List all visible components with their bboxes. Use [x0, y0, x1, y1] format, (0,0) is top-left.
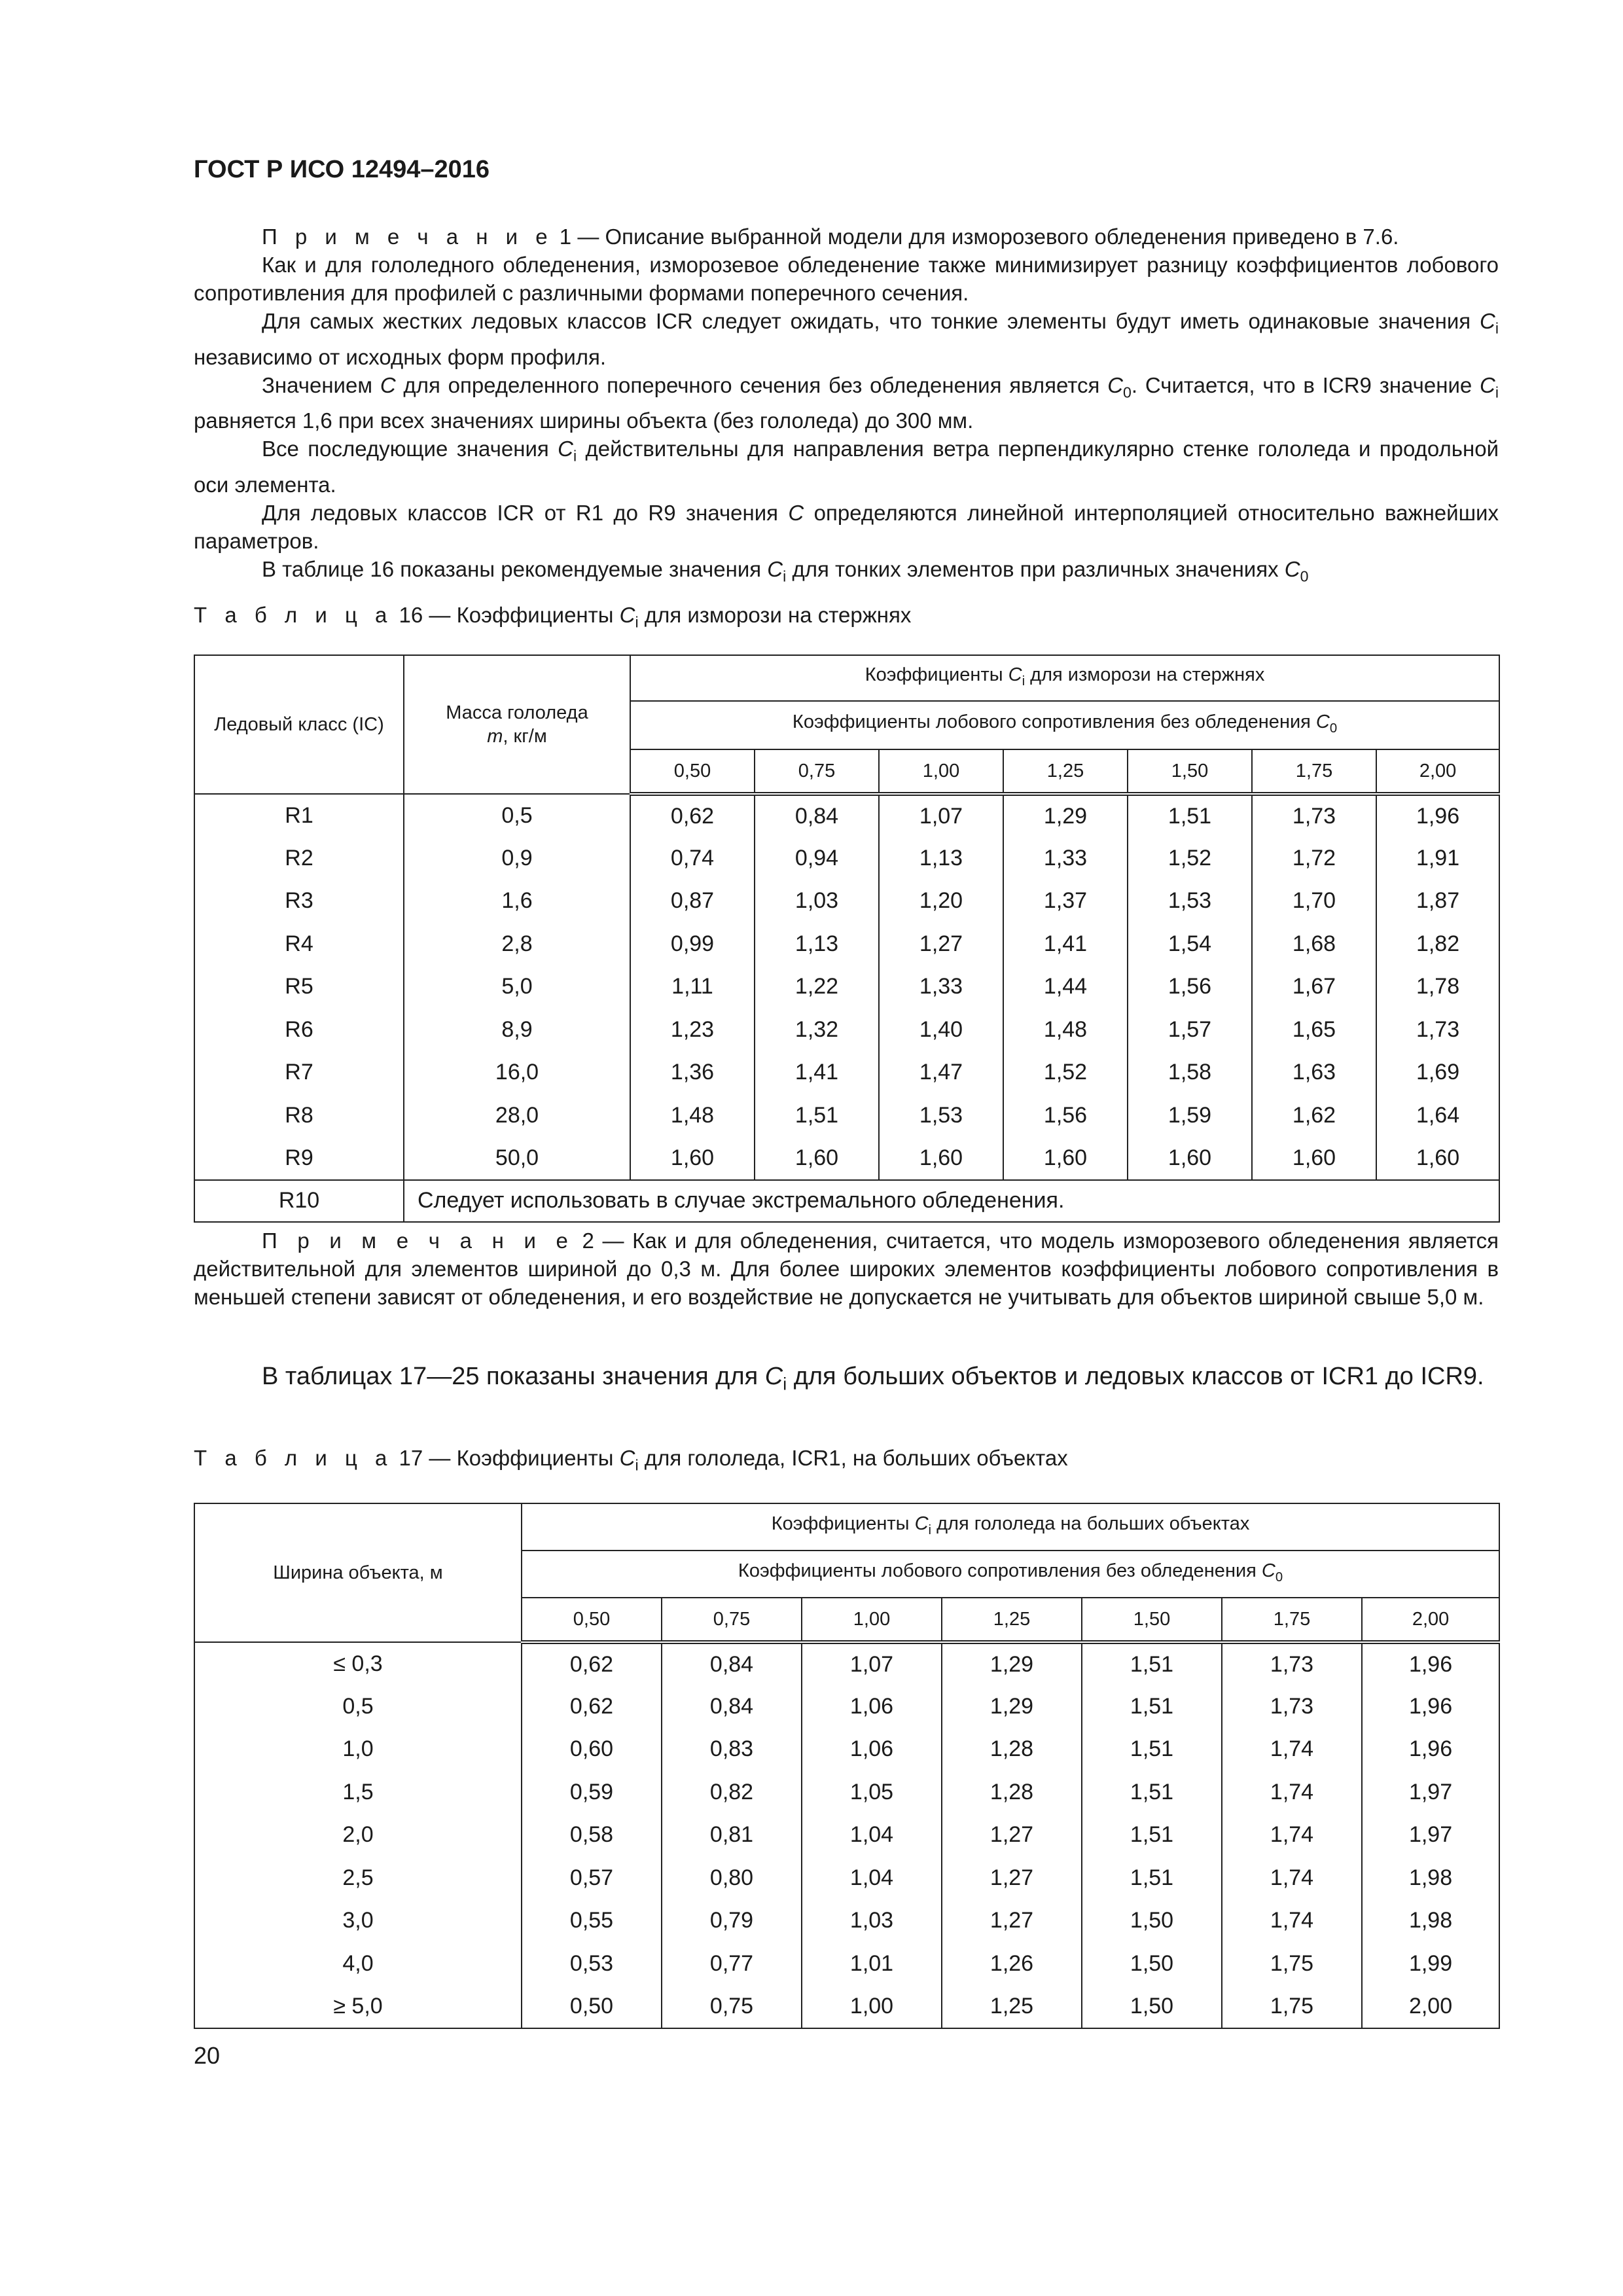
- object-width-cell: ≥ 5,0: [194, 1985, 522, 2028]
- coefficient-cell: 1,78: [1376, 965, 1499, 1009]
- object-width-cell: 2,5: [194, 1857, 522, 1900]
- coefficient-cell: 1,82: [1376, 923, 1499, 966]
- c0-column-header: 1,00: [802, 1598, 942, 1642]
- table-row: [194, 1137, 1499, 1180]
- coefficient-cell: 1,51: [1128, 794, 1252, 837]
- coefficient-cell: 1,73: [1222, 1685, 1362, 1729]
- mass-cell: 28,0: [404, 1094, 630, 1138]
- coefficient-cell: 1,73: [1376, 1009, 1499, 1052]
- coefficient-cell: 1,50: [1082, 1985, 1222, 2028]
- coefficient-cell: 1,28: [942, 1771, 1082, 1814]
- c0-column-header: 1,75: [1252, 749, 1376, 794]
- coefficient-cell: 1,73: [1252, 794, 1376, 837]
- ice-class-cell: R4: [194, 923, 404, 966]
- coefficient-cell: 1,73: [1222, 1642, 1362, 1685]
- coefficient-cell: 1,06: [802, 1728, 942, 1771]
- coefficient-cell: 1,96: [1362, 1642, 1499, 1685]
- c0-column-header: 2,00: [1376, 749, 1499, 794]
- coefficient-cell: 0,59: [522, 1771, 662, 1814]
- ice-class-cell: R8: [194, 1094, 404, 1138]
- coefficient-cell: 1,51: [1082, 1685, 1222, 1729]
- object-width-cell: 4,0: [194, 1943, 522, 1986]
- coefficient-cell: 0,99: [630, 923, 755, 966]
- object-width-cell: 3,0: [194, 1899, 522, 1943]
- intro-text: [194, 223, 1499, 590]
- coefficient-cell: 1,20: [879, 880, 1003, 923]
- coefficient-cell: 1,27: [942, 1857, 1082, 1900]
- coefficient-cell: 0,53: [522, 1943, 662, 1986]
- coefficient-cell: 1,33: [879, 965, 1003, 1009]
- coefficient-cell: 1,26: [942, 1943, 1082, 1986]
- coefficient-cell: 0,83: [662, 1728, 802, 1771]
- mass-cell: 0,9: [404, 837, 630, 880]
- coefficient-cell: 1,60: [755, 1137, 879, 1180]
- coefficient-cell: 0,60: [522, 1728, 662, 1771]
- coefficient-cell: 1,68: [1252, 923, 1376, 966]
- coefficient-cell: 1,27: [879, 923, 1003, 966]
- coefficient-cell: 1,29: [1003, 794, 1128, 837]
- coefficient-cell: 1,98: [1362, 1899, 1499, 1943]
- coefficient-cell: 1,60: [879, 1137, 1003, 1180]
- coefficient-cell: 1,51: [1082, 1728, 1222, 1771]
- coefficient-cell: 1,06: [802, 1685, 942, 1729]
- coefficient-cell: 1,60: [1128, 1137, 1252, 1180]
- table-row: [194, 1899, 1499, 1943]
- table-row: [194, 794, 1499, 837]
- table-row: [194, 1051, 1499, 1094]
- coefficient-cell: 0,80: [662, 1857, 802, 1900]
- coefficient-cell: 1,75: [1222, 1943, 1362, 1986]
- paragraph: В таблице 16 показаны рекомендуемые значения $C_i$ для тонких элементов при различных значениях $C_0$: [262, 556, 1309, 585]
- coefficient-cell: 0,74: [630, 837, 755, 880]
- object-width-cell: 2,0: [194, 1814, 522, 1857]
- document-header: ГОСТ Р ИСО 12494–2016: [194, 156, 490, 183]
- column-header-mass: Масса гололеда m, кг/м: [404, 655, 630, 794]
- ice-class-cell: R3: [194, 880, 404, 923]
- table-17: [194, 1503, 1500, 2029]
- coefficient-cell: 0,87: [630, 880, 755, 923]
- coefficient-cell: 1,97: [1362, 1814, 1499, 1857]
- column-group-header: Коэффициенты $C_i$ для изморози на стержнях: [630, 655, 1499, 701]
- table-row: [194, 880, 1499, 923]
- c0-column-header: 1,50: [1082, 1598, 1222, 1642]
- mass-cell: 5,0: [404, 965, 630, 1009]
- paragraph: Для самых жестких ледовых классов ICR следует ожидать, что тонкие элементы будут иметь одинаковые значения $C_i$ независимо от исходных форм профиля.: [194, 309, 1499, 369]
- coefficient-cell: 1,96: [1362, 1685, 1499, 1729]
- coefficient-cell: 0,84: [662, 1685, 802, 1729]
- coefficient-cell: 1,60: [630, 1137, 755, 1180]
- c0-column-header: 1,00: [879, 749, 1003, 794]
- coefficient-cell: 1,74: [1222, 1899, 1362, 1943]
- page-number: 20: [194, 2042, 221, 2069]
- table-row: [194, 1009, 1499, 1052]
- coefficient-cell: 1,60: [1376, 1137, 1499, 1180]
- coefficient-cell: 1,13: [755, 923, 879, 966]
- ice-class-cell: R10: [194, 1180, 404, 1222]
- coefficient-cell: 1,51: [1082, 1857, 1222, 1900]
- coefficient-cell: 2,00: [1362, 1985, 1499, 2028]
- c0-column-header: 2,00: [1362, 1598, 1499, 1642]
- coefficient-cell: 1,25: [942, 1985, 1082, 2028]
- coefficient-cell: 1,33: [1003, 837, 1128, 880]
- table-row: [194, 837, 1499, 880]
- c0-column-header: 0,50: [522, 1598, 662, 1642]
- c0-column-header: 1,50: [1128, 749, 1252, 794]
- table-16-caption: Т а б л и ц а 16 — Коэффициенты $C_i$ для изморози на стержнях: [194, 603, 912, 631]
- coefficient-cell: 1,65: [1252, 1009, 1376, 1052]
- column-group-header: Коэффициенты $C_i$ для гололеда на больших объектах: [522, 1503, 1499, 1551]
- coefficient-cell: 1,52: [1128, 837, 1252, 880]
- table-row: [194, 1943, 1499, 1986]
- coefficient-cell: 1,54: [1128, 923, 1252, 966]
- table-row: [194, 965, 1499, 1009]
- coefficient-cell: 1,04: [802, 1814, 942, 1857]
- table-row-r10: [194, 1180, 1499, 1222]
- note-1-label: П р и м е ч а н и е: [262, 224, 554, 249]
- coefficient-cell: 0,79: [662, 1899, 802, 1943]
- coefficient-cell: 1,74: [1222, 1728, 1362, 1771]
- ice-class-cell: R7: [194, 1051, 404, 1094]
- coefficient-cell: 1,62: [1252, 1094, 1376, 1138]
- column-header-object-width: Ширина объекта, м: [194, 1503, 522, 1642]
- coefficient-cell: 1,11: [630, 965, 755, 1009]
- coefficient-cell: 1,67: [1252, 965, 1376, 1009]
- coefficient-cell: 1,40: [879, 1009, 1003, 1052]
- column-subgroup-header: Коэффициенты лобового сопротивления без обледенения $C_0$: [522, 1551, 1499, 1598]
- coefficient-cell: 1,74: [1222, 1814, 1362, 1857]
- coefficient-cell: 1,53: [879, 1094, 1003, 1138]
- ice-class-cell: R1: [194, 794, 404, 837]
- note-1: [194, 223, 1499, 251]
- coefficient-cell: 0,62: [522, 1685, 662, 1729]
- table-row: [194, 1857, 1499, 1900]
- paragraph: Для ледовых классов ICR от R1 до R9 значения C определяются линейной интерполяцией относительно важнейших параметров.: [194, 500, 1499, 553]
- table-17-caption: Т а б л и ц а 17 — Коэффициенты $C_i$ для гололеда, ICR1, на больших объектах: [194, 1446, 1068, 1474]
- c0-column-header: 1,75: [1222, 1598, 1362, 1642]
- coefficient-cell: 1,51: [1082, 1814, 1222, 1857]
- coefficient-cell: 1,91: [1376, 837, 1499, 880]
- mass-cell: 0,5: [404, 794, 630, 837]
- coefficient-cell: 1,97: [1362, 1771, 1499, 1814]
- coefficient-cell: 0,94: [755, 837, 879, 880]
- coefficient-cell: 1,41: [1003, 923, 1128, 966]
- coefficient-cell: 1,37: [1003, 880, 1128, 923]
- coefficient-cell: 1,51: [755, 1094, 879, 1138]
- r10-note-cell: Следует использовать в случае экстремального обледенения.: [404, 1180, 1499, 1222]
- paragraph: Значением C для определенного поперечного сечения без обледенения является $C_0$. Считается, что в ICR9 значение $C_i$ равняется 1,6 при всех значениях ширины объекта (без гололеда) до 300 мм.: [194, 372, 1499, 433]
- coefficient-cell: 1,03: [802, 1899, 942, 1943]
- coefficient-cell: 0,84: [662, 1642, 802, 1685]
- coefficient-cell: 1,22: [755, 965, 879, 1009]
- coefficient-cell: 1,27: [942, 1814, 1082, 1857]
- coefficient-cell: 1,59: [1128, 1094, 1252, 1138]
- mass-cell: 1,6: [404, 880, 630, 923]
- coefficient-cell: 1,36: [630, 1051, 755, 1094]
- coefficient-cell: 1,44: [1003, 965, 1128, 1009]
- table-row: [194, 1728, 1499, 1771]
- table-row: [194, 1642, 1499, 1685]
- coefficient-cell: 1,41: [755, 1051, 879, 1094]
- coefficient-cell: 1,56: [1128, 965, 1252, 1009]
- coefficient-cell: 1,03: [755, 880, 879, 923]
- coefficient-cell: 1,74: [1222, 1857, 1362, 1900]
- table-16: [194, 655, 1500, 1223]
- table-row: [194, 1771, 1499, 1814]
- coefficient-cell: 1,48: [630, 1094, 755, 1138]
- table-row: [194, 1814, 1499, 1857]
- note-2: П р и м е ч а н и е 2 — Как и для обледенения, считается, что модель изморозевого обледенения является действительной для элементов шириной до 0,3 м. Для более широких элементов коэффициенты лобового сопротивления в меньшей степени зависят от обледенения, и его воздействие не допускается не учитывать для объектов шириной свыше 5,0 м.: [194, 1229, 1499, 1309]
- object-width-cell: ≤ 0,3: [194, 1642, 522, 1685]
- ice-class-cell: R9: [194, 1137, 404, 1180]
- coefficient-cell: 1,56: [1003, 1094, 1128, 1138]
- object-width-cell: 1,0: [194, 1728, 522, 1771]
- mass-cell: 2,8: [404, 923, 630, 966]
- coefficient-cell: 1,23: [630, 1009, 755, 1052]
- coefficient-cell: 1,60: [1003, 1137, 1128, 1180]
- coefficient-cell: 1,50: [1082, 1943, 1222, 1986]
- table-row: [194, 923, 1499, 966]
- mass-cell: 50,0: [404, 1137, 630, 1180]
- coefficient-cell: 1,27: [942, 1899, 1082, 1943]
- coefficient-cell: 0,62: [630, 794, 755, 837]
- coefficient-cell: 0,81: [662, 1814, 802, 1857]
- coefficient-cell: 0,75: [662, 1985, 802, 2028]
- c0-column-header: 1,25: [1003, 749, 1128, 794]
- column-subgroup-header: Коэффициенты лобового сопротивления без обледенения $C_0$: [630, 701, 1499, 749]
- column-header-ice-class: Ледовый класс (IC): [194, 655, 404, 794]
- coefficient-cell: 1,13: [879, 837, 1003, 880]
- coefficient-cell: 1,72: [1252, 837, 1376, 880]
- coefficient-cell: 1,87: [1376, 880, 1499, 923]
- coefficient-cell: 1,64: [1376, 1094, 1499, 1138]
- coefficient-cell: 0,50: [522, 1985, 662, 2028]
- coefficient-cell: 1,53: [1128, 880, 1252, 923]
- coefficient-cell: 1,52: [1003, 1051, 1128, 1094]
- mass-cell: 8,9: [404, 1009, 630, 1052]
- coefficient-cell: 0,82: [662, 1771, 802, 1814]
- coefficient-cell: 1,63: [1252, 1051, 1376, 1094]
- c0-column-header: 0,75: [755, 749, 879, 794]
- coefficient-cell: 1,01: [802, 1943, 942, 1986]
- ice-class-cell: R6: [194, 1009, 404, 1052]
- coefficient-cell: 1,96: [1362, 1728, 1499, 1771]
- coefficient-cell: 0,77: [662, 1943, 802, 1986]
- note-1-text: 1 — Описание выбранной модели для изморозевого обледенения приведено в 7.6.: [553, 224, 1399, 249]
- coefficient-cell: 1,28: [942, 1728, 1082, 1771]
- c0-column-header: 0,75: [662, 1598, 802, 1642]
- paragraph: Как и для гололедного обледенения, изморозевое обледенение также минимизирует разницу коэффициентов лобового сопротивления для профилей с различными формами поперечного сечения.: [194, 253, 1499, 305]
- coefficient-cell: 0,58: [522, 1814, 662, 1857]
- coefficient-cell: 1,75: [1222, 1985, 1362, 2028]
- coefficient-cell: 1,51: [1082, 1771, 1222, 1814]
- object-width-cell: 0,5: [194, 1685, 522, 1729]
- coefficient-cell: 1,99: [1362, 1943, 1499, 1986]
- coefficient-cell: 1,57: [1128, 1009, 1252, 1052]
- coefficient-cell: 1,29: [942, 1685, 1082, 1729]
- c0-column-header: 0,50: [630, 749, 755, 794]
- coefficient-cell: 1,07: [802, 1642, 942, 1685]
- coefficient-cell: 0,84: [755, 794, 879, 837]
- coefficient-cell: 0,62: [522, 1642, 662, 1685]
- table-row: [194, 1985, 1499, 2028]
- coefficient-cell: 1,48: [1003, 1009, 1128, 1052]
- coefficient-cell: 1,96: [1376, 794, 1499, 837]
- coefficient-cell: 1,58: [1128, 1051, 1252, 1094]
- coefficient-cell: 1,50: [1082, 1899, 1222, 1943]
- coefficient-cell: 1,32: [755, 1009, 879, 1052]
- coefficient-cell: 1,98: [1362, 1857, 1499, 1900]
- coefficient-cell: 1,00: [802, 1985, 942, 2028]
- coefficient-cell: 1,05: [802, 1771, 942, 1814]
- coefficient-cell: 0,55: [522, 1899, 662, 1943]
- ice-class-cell: R5: [194, 965, 404, 1009]
- paragraph-tables-17-25: В таблицах 17—25 показаны значения для $C_i$ для больших объектов и ледовых классов от ICR1 до ICR9.: [262, 1363, 1484, 1394]
- coefficient-cell: 1,07: [879, 794, 1003, 837]
- coefficient-cell: 1,04: [802, 1857, 942, 1900]
- mass-cell: 16,0: [404, 1051, 630, 1094]
- coefficient-cell: 1,47: [879, 1051, 1003, 1094]
- coefficient-cell: 1,69: [1376, 1051, 1499, 1094]
- table-row: [194, 1094, 1499, 1138]
- ice-class-cell: R2: [194, 837, 404, 880]
- paragraph: Все последующие значения $C_i$ действительны для направления ветра перпендикулярно стенке гололеда и продольной оси элемента.: [194, 437, 1499, 497]
- table-row: [194, 1685, 1499, 1729]
- coefficient-cell: 1,51: [1082, 1642, 1222, 1685]
- coefficient-cell: 1,74: [1222, 1771, 1362, 1814]
- coefficient-cell: 1,70: [1252, 880, 1376, 923]
- c0-column-header: 1,25: [942, 1598, 1082, 1642]
- coefficient-cell: 1,60: [1252, 1137, 1376, 1180]
- coefficient-cell: 1,29: [942, 1642, 1082, 1685]
- object-width-cell: 1,5: [194, 1771, 522, 1814]
- coefficient-cell: 0,57: [522, 1857, 662, 1900]
